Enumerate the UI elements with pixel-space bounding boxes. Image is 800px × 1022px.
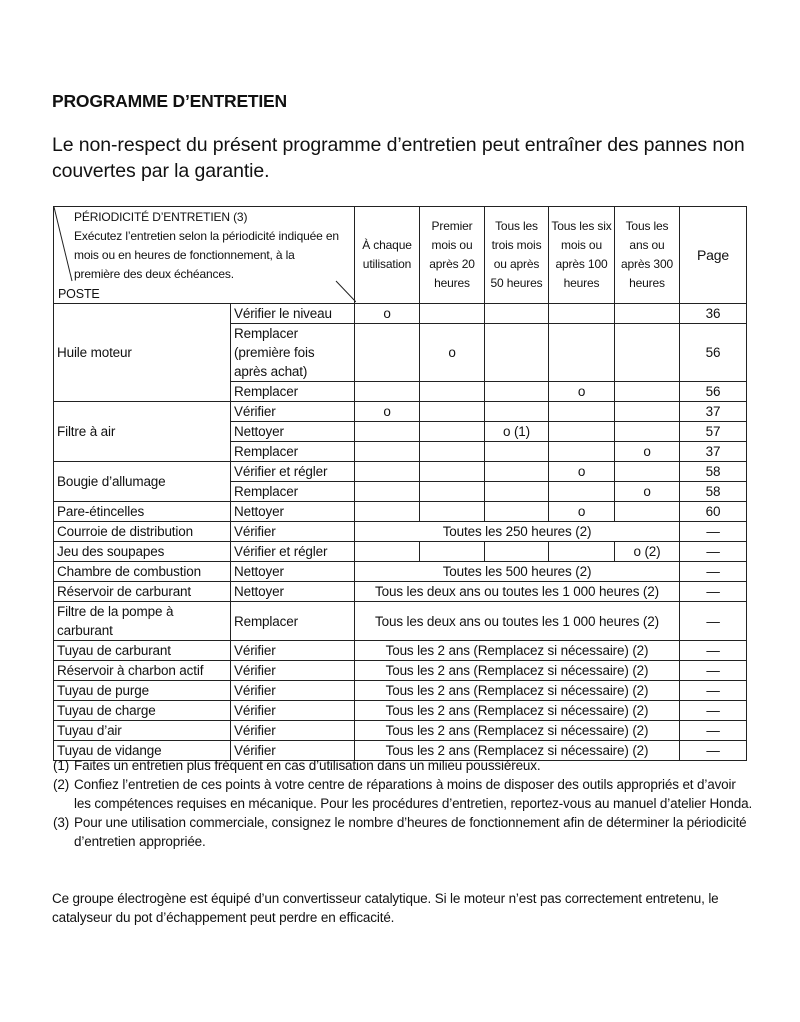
page-cell: — xyxy=(680,681,747,701)
item-fuel-pipe: Tuyau de carburant xyxy=(54,641,231,661)
item-spark-arrester: Pare-étincelles xyxy=(54,502,231,522)
action-cell: Vérifier xyxy=(231,681,355,701)
action-cell: Nettoyer xyxy=(231,562,355,582)
item-timing-belt: Courroie de distribution xyxy=(54,522,231,542)
item-drain-pipe: Tuyau de vidange xyxy=(54,741,231,761)
action-cell: Vérifier et régler xyxy=(231,462,355,482)
periodicity-caption xyxy=(74,208,342,284)
page-cell: 37 xyxy=(680,442,747,462)
table-header-row xyxy=(54,207,747,304)
table-row xyxy=(54,721,747,741)
page-cell: 56 xyxy=(680,382,747,402)
header-first-month: Premier mois ou après 20 heures xyxy=(420,207,485,304)
item-valve-clearance: Jeu des soupapes xyxy=(54,542,231,562)
item-air-filter: Filtre à air xyxy=(54,402,231,462)
maintenance-schedule-table xyxy=(53,206,747,761)
mark-cell: o xyxy=(355,304,420,324)
item-engine-oil: Huile moteur xyxy=(54,304,231,402)
interval-cell: Tous les deux ans ou toutes les 1 000 heures (2) xyxy=(355,582,680,602)
action-cell: Vérifier xyxy=(231,701,355,721)
mark-cell: o xyxy=(615,442,680,462)
intro-paragraph: Le non-respect du présent programme d’entretien peut entraîner des pannes non couvertes par la garantie. xyxy=(52,134,745,182)
page-cell: 58 xyxy=(680,462,747,482)
interval-cell: Tous les 2 ans (Remplacez si nécessaire) (2) xyxy=(355,661,680,681)
footnote-text: Pour une utilisation commerciale, consignez le nombre d’heures de fonctionnement afin de déterminer la périodicité d’entretien appropriée. xyxy=(74,815,747,849)
header-six-months: Tous les six mois ou après 100 heures xyxy=(549,207,615,304)
action-cell: Vérifier xyxy=(231,741,355,761)
table-row xyxy=(54,402,747,422)
action-cell: Remplacer xyxy=(231,442,355,462)
table-row xyxy=(54,522,747,542)
action-cell: Vérifier xyxy=(231,721,355,741)
action-cell: Vérifier le niveau xyxy=(231,304,355,324)
header-yearly: Tous les ans ou après 300 heures xyxy=(615,207,680,304)
footnotes xyxy=(53,756,753,851)
corner-header-cell xyxy=(54,207,355,304)
footnote-number: (2) xyxy=(53,777,70,792)
interval-cell: Tous les 2 ans (Remplacez si nécessaire) (2) xyxy=(355,701,680,721)
mark-cell: o xyxy=(549,502,615,522)
header-three-months: Tous les trois mois ou après 50 heures xyxy=(485,207,549,304)
page-cell: — xyxy=(680,721,747,741)
footnote-number: (3) xyxy=(53,815,70,830)
table-row xyxy=(54,582,747,602)
page-cell: 36 xyxy=(680,304,747,324)
mark-cell: o xyxy=(549,462,615,482)
mark-cell: o xyxy=(355,402,420,422)
item-air-pipe: Tuyau d’air xyxy=(54,721,231,741)
table-row xyxy=(54,562,747,582)
item-column-label: POSTE xyxy=(58,287,100,301)
item-charge-pipe: Tuyau de charge xyxy=(54,701,231,721)
mark-cell: o (1) xyxy=(485,422,549,442)
action-cell: Nettoyer xyxy=(231,502,355,522)
page-cell: 58 xyxy=(680,482,747,502)
page-title: PROGRAMME D’ENTRETIEN xyxy=(52,91,287,111)
item-fuel-tank: Réservoir de carburant xyxy=(54,582,231,602)
page-cell: 37 xyxy=(680,402,747,422)
action-cell: Remplacer xyxy=(231,382,355,402)
action-cell: Vérifier xyxy=(231,522,355,542)
interval-cell: Tous les 2 ans (Remplacez si nécessaire) (2) xyxy=(355,641,680,661)
mark-cell: o xyxy=(615,482,680,502)
item-charcoal-canister: Réservoir à charbon actif xyxy=(54,661,231,681)
action-cell: Vérifier xyxy=(231,661,355,681)
table-row xyxy=(54,304,747,324)
page-cell: — xyxy=(680,701,747,721)
interval-cell: Toutes les 500 heures (2) xyxy=(355,562,680,582)
footnote-text: Faites un entretien plus fréquent en cas d’utilisation dans un milieu poussiéreux. xyxy=(74,758,541,773)
interval-cell: Tous les 2 ans (Remplacez si nécessaire) (2) xyxy=(355,681,680,701)
page-cell: — xyxy=(680,641,747,661)
item-fuel-pump-filter: Filtre de la pompe à carburant xyxy=(54,602,231,641)
interval-cell: Tous les 2 ans (Remplacez si nécessaire) (2) xyxy=(355,721,680,741)
action-cell: Vérifier et régler xyxy=(231,542,355,562)
item-combustion-chamber: Chambre de combustion xyxy=(54,562,231,582)
catalytic-converter-note: Ce groupe électrogène est équipé d’un convertisseur catalytique. Si le moteur n’est pas correctement entretenu, le catalyseur du pot d’échappement peut perdre en efficacité. xyxy=(52,891,719,925)
action-cell: Nettoyer xyxy=(231,422,355,442)
footnote-text: Confiez l’entretien de ces points à votre centre de réparations à moins de disposer des outils appropriés et d’avoir les compétences requises en mécanique. Pour les procédures d’entretien, reportez-vous au manuel d’atelier Honda. xyxy=(74,777,753,811)
page-cell: — xyxy=(680,602,747,641)
page-cell: 60 xyxy=(680,502,747,522)
mark-cell: o xyxy=(420,324,485,382)
footnote-number: (1) xyxy=(53,758,70,773)
action-cell: Vérifier xyxy=(231,641,355,661)
action-cell: Remplacer (première fois après achat) xyxy=(231,324,355,382)
interval-cell: Toutes les 250 heures (2) xyxy=(355,522,680,542)
page-cell: — xyxy=(680,741,747,761)
page-cell: — xyxy=(680,562,747,582)
page-cell: 56 xyxy=(680,324,747,382)
item-spark-plug: Bougie d’allumage xyxy=(54,462,231,502)
footnote-2 xyxy=(53,775,753,813)
table-row xyxy=(54,502,747,522)
table-row xyxy=(54,602,747,641)
footnote-1 xyxy=(53,756,753,775)
header-page: Page xyxy=(680,207,747,304)
action-cell: Remplacer xyxy=(231,482,355,502)
action-cell: Nettoyer xyxy=(231,582,355,602)
table-row xyxy=(54,701,747,721)
mark-cell: o xyxy=(549,382,615,402)
page-cell: 57 xyxy=(680,422,747,442)
footnote-3 xyxy=(53,813,753,851)
page-cell: — xyxy=(680,522,747,542)
header-each-use: À chaque utilisation xyxy=(355,207,420,304)
page-cell: — xyxy=(680,582,747,602)
table-row xyxy=(54,542,747,562)
interval-cell: Tous les 2 ans (Remplacez si nécessaire) (2) xyxy=(355,741,680,761)
table-row xyxy=(54,462,747,482)
table-row xyxy=(54,641,747,661)
table-row xyxy=(54,661,747,681)
action-cell: Remplacer xyxy=(231,602,355,641)
interval-cell: Tous les deux ans ou toutes les 1 000 heures (2) xyxy=(355,602,680,641)
page-cell: — xyxy=(680,542,747,562)
table-row xyxy=(54,681,747,701)
periodicity-title: PÉRIODICITÉ D’ENTRETIEN (3) xyxy=(74,210,248,224)
item-purge-pipe: Tuyau de purge xyxy=(54,681,231,701)
mark-cell: o (2) xyxy=(615,542,680,562)
action-cell: Vérifier xyxy=(231,402,355,422)
page-cell: — xyxy=(680,661,747,681)
periodicity-description: Exécutez l’entretien selon la périodicité indiquée en mois ou en heures de fonctionnement, à la première des deux échéances. xyxy=(74,229,339,281)
